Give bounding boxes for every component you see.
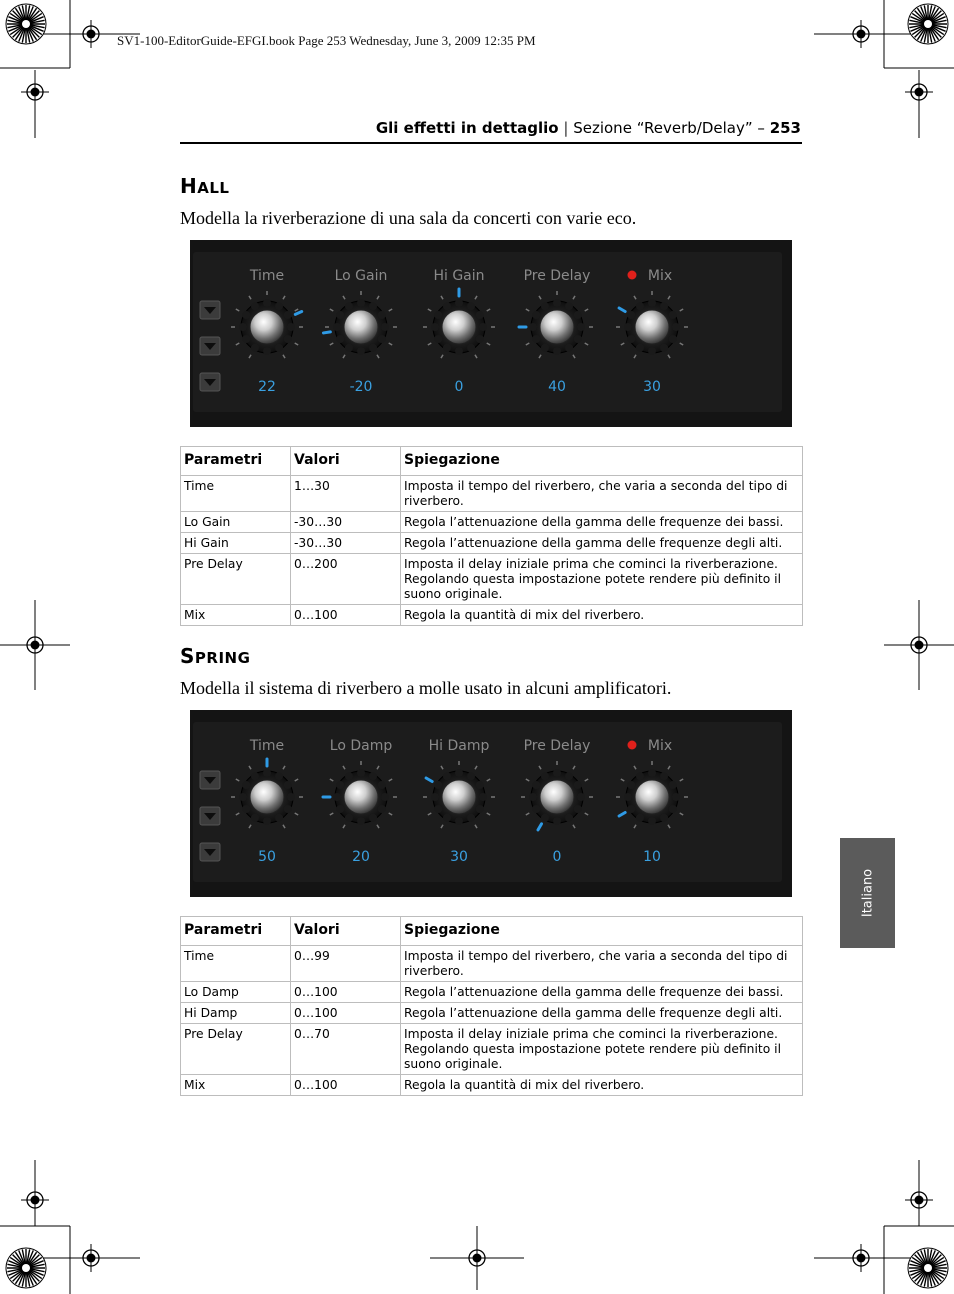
col-header-parametri: Parametri: [181, 917, 291, 946]
effect-panel-spring: [190, 710, 792, 897]
col-header-valori: Valori: [291, 447, 401, 476]
param-name: Hi Gain: [181, 533, 291, 554]
table-row: [181, 1024, 803, 1075]
knob-label: Time: [249, 268, 285, 284]
param-explanation: Regola l’attenuazione della gamma delle frequenze dei bassi.: [401, 982, 803, 1003]
knob-value: -20: [349, 379, 373, 395]
title-initial: S: [180, 644, 195, 668]
knob-label: Hi Gain: [433, 268, 485, 284]
dropdown-button[interactable]: [200, 807, 220, 825]
col-header-parametri: Parametri: [181, 447, 291, 476]
header-title: Gli effetti in dettaglio: [375, 119, 559, 137]
knob-control[interactable]: [323, 738, 397, 865]
header-section: Sezione “Reverb/Delay”: [573, 119, 753, 137]
param-range: 0…70: [291, 1024, 401, 1075]
param-range: 0…100: [291, 982, 401, 1003]
section-title-spring: [180, 644, 250, 668]
header-separator: |: [563, 119, 569, 137]
param-explanation: Regola l’attenuazione della gamma delle frequenze degli alti.: [401, 533, 803, 554]
knob-row: [190, 240, 792, 427]
knob-position-marker: [538, 824, 542, 830]
dropdown-button[interactable]: [200, 843, 220, 861]
knob-value: 30: [643, 379, 661, 395]
param-range: -30…30: [291, 533, 401, 554]
page-number: 253: [769, 119, 801, 137]
language-tab-label: Italiano: [860, 868, 875, 918]
table-row: [181, 605, 803, 626]
knob-position-marker: [426, 778, 432, 782]
param-range: 0…100: [291, 605, 401, 626]
param-explanation: Regola l’attenuazione della gamma delle frequenze degli alti.: [401, 1003, 803, 1024]
param-name: Lo Damp: [181, 982, 291, 1003]
param-name: Time: [181, 476, 291, 512]
table-row: [181, 476, 803, 512]
table-row: [181, 982, 803, 1003]
knob-control[interactable]: [231, 738, 303, 865]
section-description-spring: Modella il sistema di riverbero a molle usato in alcuni amplificatori.: [180, 678, 672, 698]
knob-value: 20: [352, 849, 370, 865]
knob-label: Hi Damp: [428, 738, 490, 754]
param-explanation: Regola la quantità di mix del riverbero.: [401, 605, 803, 626]
dropdown-button[interactable]: [200, 771, 220, 789]
table-row: [181, 533, 803, 554]
params-table-spring: [180, 916, 803, 1096]
active-indicator-dot: [628, 741, 637, 750]
param-explanation: Imposta il tempo del riverbero, che varia a seconda del tipo di riverbero.: [401, 476, 803, 512]
knob-control[interactable]: [616, 268, 688, 395]
table-header-row: [181, 447, 803, 476]
knob-control[interactable]: [521, 738, 593, 865]
knob-label: Mix: [647, 268, 673, 284]
param-explanation: Regola la quantità di mix del riverbero.: [401, 1075, 803, 1096]
knob-control[interactable]: [423, 268, 495, 395]
param-name: Mix: [181, 605, 291, 626]
param-range: 0…99: [291, 946, 401, 982]
title-initial: H: [180, 174, 198, 198]
param-range: -30…30: [291, 512, 401, 533]
header-dash: –: [757, 119, 765, 137]
table-row: [181, 554, 803, 605]
knob-control[interactable]: [616, 738, 688, 865]
param-explanation: Imposta il tempo del riverbero, che varia a seconda del tipo di riverbero.: [401, 946, 803, 982]
param-explanation: Regola l’attenuazione della gamma delle frequenze dei bassi.: [401, 512, 803, 533]
knob-control[interactable]: [423, 738, 495, 865]
knob-value: 50: [258, 849, 276, 865]
table-header-row: [181, 917, 803, 946]
knob-value: 40: [548, 379, 566, 395]
knob-control[interactable]: [519, 268, 593, 395]
knob-value: 10: [643, 849, 661, 865]
header-rule: [180, 142, 802, 144]
title-rest: PRING: [194, 649, 251, 667]
knob-value: 0: [552, 849, 562, 865]
table-row: [181, 512, 803, 533]
knob-control[interactable]: [323, 268, 397, 395]
knob-position-marker: [619, 308, 625, 312]
col-header-spiegazione: Spiegazione: [401, 917, 803, 946]
table-row: [181, 1003, 803, 1024]
table-row: [181, 946, 803, 982]
knob-value: 22: [258, 379, 276, 395]
dropdown-button[interactable]: [200, 337, 220, 355]
param-explanation: Imposta il delay iniziale prima che cominci la riverberazione. Regolando questa impostazione potete rendere più definito il suono originale.: [401, 1024, 803, 1075]
knob-value: 0: [454, 379, 464, 395]
knob-label: Mix: [647, 738, 673, 754]
dropdown-button[interactable]: [200, 301, 220, 319]
print-meta-line: SV1-100-EditorGuide-EFGI.book Page 253 Wednesday, June 3, 2009 12:35 PM: [117, 33, 536, 48]
knob-label: Time: [249, 738, 285, 754]
param-name: Hi Damp: [181, 1003, 291, 1024]
col-header-valori: Valori: [291, 917, 401, 946]
param-name: Lo Gain: [181, 512, 291, 533]
param-name: Pre Delay: [181, 1024, 291, 1075]
param-name: Mix: [181, 1075, 291, 1096]
param-range: 0…200: [291, 554, 401, 605]
knob-position-marker: [295, 312, 301, 315]
knob-control[interactable]: [231, 268, 303, 395]
knob-label: Lo Damp: [329, 738, 393, 754]
knob-position-marker: [323, 332, 330, 333]
knob-value: 30: [450, 849, 468, 865]
param-name: Time: [181, 946, 291, 982]
param-range: 1…30: [291, 476, 401, 512]
active-indicator-dot: [628, 271, 637, 280]
params-table-hall: [180, 446, 803, 626]
param-name: Pre Delay: [181, 554, 291, 605]
param-range: 0…100: [291, 1075, 401, 1096]
dropdown-button[interactable]: [200, 373, 220, 391]
language-side-tab: [840, 838, 895, 948]
knob-label: Pre Delay: [523, 268, 591, 284]
table-row: [181, 1075, 803, 1096]
section-description-hall: Modella la riverberazione di una sala da concerti con varie eco.: [180, 208, 637, 228]
param-range: 0…100: [291, 1003, 401, 1024]
param-explanation: Imposta il delay iniziale prima che cominci la riverberazione. Regolando questa impostazione potete rendere più definito il suono originale.: [401, 554, 803, 605]
knob-position-marker: [619, 813, 625, 817]
effect-panel-hall: [190, 240, 792, 427]
title-rest: ALL: [197, 179, 230, 197]
knob-label: Pre Delay: [523, 738, 591, 754]
running-header: [180, 119, 801, 137]
section-title-hall: [180, 174, 229, 198]
knob-label: Lo Gain: [334, 268, 388, 284]
knob-row: [190, 710, 792, 897]
col-header-spiegazione: Spiegazione: [401, 447, 803, 476]
